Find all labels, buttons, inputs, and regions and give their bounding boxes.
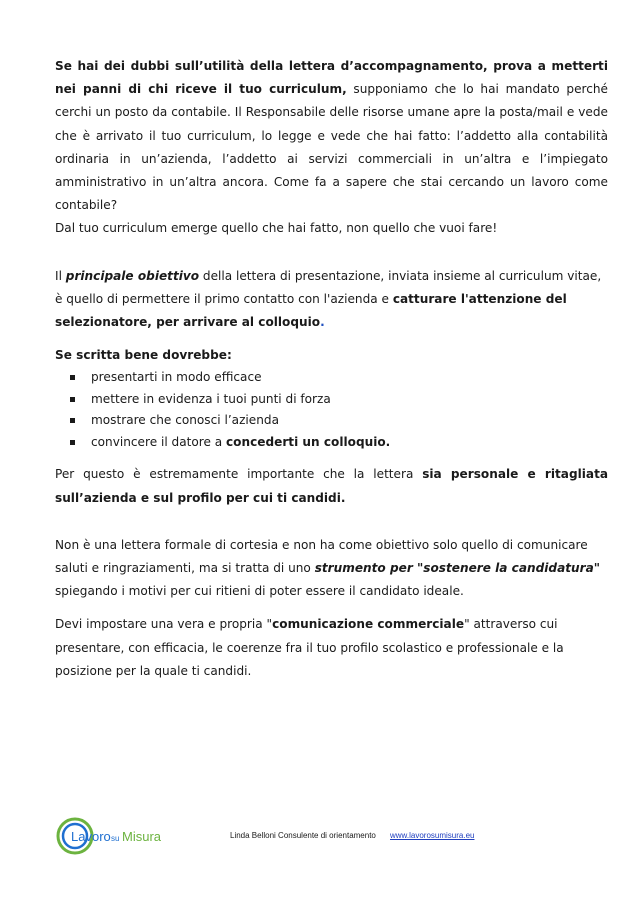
paragraph-communication [55,613,608,683]
objective-bold-italic: principale obiettivo [65,268,200,283]
paragraph-objective [55,265,608,335]
not-formal-text-1: Non è una lettera formale di cortesia e non ha come obiettivo solo quello di comunicare saluti e ringraziamenti, ma si tratta di uno [55,537,588,576]
list-item [67,432,608,454]
benefits-heading: Se scritta bene dovrebbe: [55,348,232,363]
objective-bold: catturare l'attenzione del selezionatore, per arrivare al colloquio [55,291,567,330]
objective-dot: . [320,315,325,330]
list-item: mettere in evidenza i tuoi punti di forza [67,389,608,411]
intro-text: supponiamo che lo hai mandato perché cerchi un posto da contabile. Il Responsabile delle risorse umane apre la posta/mail e vede che è arrivato il tuo curriculum, lo legge e vede che hai fatto: l’addetto alla contabilità ordinaria in un’azienda, l’addetto ai servizi commerciali in un’altra e l’impiegato amministrativo in un’altra ancora. Come fa a sapere che stai cercando un lavoro come contabile? [55,82,608,213]
lavoro-su-misura-logo [55,816,165,856]
paragraph-importance [55,463,608,509]
logo-text-misura: Misura [122,829,162,844]
not-formal-text-2: spiegando i motivi per cui ritieni di poter essere il candidato ideale. [55,584,464,599]
communication-text-1: Devi impostare una vera e propria " [55,617,273,632]
importance-text: Per questo è estremamente importante che la lettera [55,467,423,482]
communication-bold: comunicazione commerciale [272,617,465,632]
objective-text-1: Il [55,268,66,283]
paragraph-intro [55,55,608,241]
not-formal-bold-italic: strumento per "sostenere la candidatura" [314,561,601,576]
footer-website-link[interactable]: www.lavorosumisura.eu [390,831,475,840]
page-footer [55,816,608,856]
list-item: presentarti in modo efficace [67,367,608,389]
list-item-text: convincere il datore a [91,434,227,449]
logo-text-su: su [111,834,120,843]
intro-bold-text: Se hai dei dubbi sull’utilità della lettera d’accompagnamento, prova a metterti nei panni di chi riceve il tuo curriculum, [55,59,608,97]
communication-text-2: " attraverso cui presentare, con efficacia, le coerenze fra il tuo profilo scolastico e professionale e la posizione per la quale ti candidi. [55,617,564,678]
benefits-list [55,367,608,453]
importance-bold: sia personale e ritagliata sull’azienda e sul profilo per cui ti candidi. [55,467,609,505]
paragraph-not-formal [55,534,608,604]
document-page [55,55,608,683]
list-item-bold: concederti un colloquio. [226,434,391,449]
intro-last-line: Dal tuo curriculum emerge quello che hai fatto, non quello che vuoi fare! [55,221,498,236]
logo-text-lavoro: Lavoro [71,829,111,844]
benefits-section [55,344,608,453]
footer-author: Linda Belloni Consulente di orientamento [230,831,376,840]
objective-text-2: della lettera di presentazione, inviata insieme al curriculum vitae, è quello di permettere il primo contatto con l'azienda e [55,268,602,306]
list-item: mostrare che conosci l’azienda [67,410,608,432]
